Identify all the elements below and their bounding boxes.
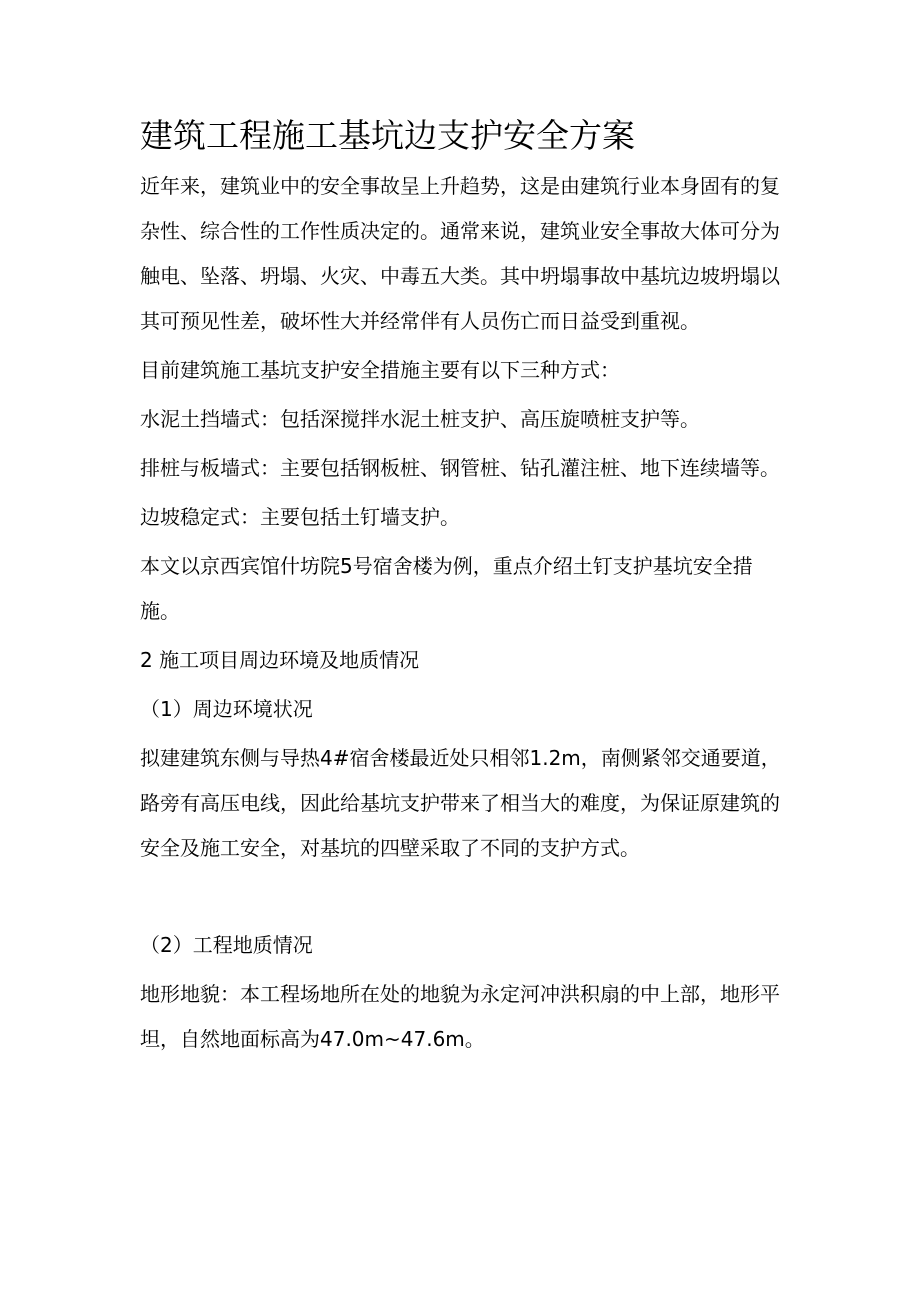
document-title: 建筑工程施工基坑边支护安全方案 — [140, 116, 635, 155]
paragraph-method-pile-wall: 排桩与板墙式：主要包括钢板桩、钢管桩、钻孔灌注桩、地下连续墙等。 — [140, 456, 780, 480]
subsection-heading-surroundings: （1）周边环境状况 — [140, 697, 313, 721]
paragraph-method-cement-wall: 水泥土挡墙式：包括深搅拌水泥土桩支护、高压旋喷桩支护等。 — [140, 407, 700, 431]
paragraph-surroundings: 拟建建筑东侧与导热4#宿舍楼最近处只相邻1.2m，南侧紧邻交通要道，路旁有高压电线，因此给基坑支护带来了相当大的难度，为保证原建筑的安全及施工安全，对基坑的四壁采取了不同的支护方式。 — [140, 746, 781, 860]
paragraph-method-slope: 边坡稳定式：主要包括土钉墙支护。 — [140, 505, 460, 529]
blank-line — [140, 875, 790, 923]
paragraph-intro: 近年来，建筑业中的安全事故呈上升趋势，这是由建筑行业本身固有的复杂性、综合性的工作性质决定的。通常来说，建筑业安全事故大体可分为触电、坠落、坍塌、火灾、中毒五大类。其中坍塌事故中基坑边坡坍塌以其可预见性差，破坏性大并经常伴有人员伤亡而日益受到重视。 — [140, 174, 780, 333]
document-body — [140, 112, 790, 1066]
paragraph-landform: 地形地貌：本工程场地所在处的地貌为永定河冲洪积扇的中上部，地形平坦，自然地面标高为47.0m~47.6m。 — [140, 982, 780, 1051]
subsection-heading-geology: （2）工程地质情况 — [140, 933, 313, 957]
paragraph-methods-intro: 目前建筑施工基坑支护安全措施主要有以下三种方式： — [140, 358, 620, 382]
paragraph-case-intro: 本文以京西宾馆什坊院5号宿舍楼为例，重点介绍土钉支护基坑安全措施。 — [140, 554, 753, 623]
section-heading-environment-geology: 2 施工项目周边环境及地质情况 — [140, 648, 420, 672]
